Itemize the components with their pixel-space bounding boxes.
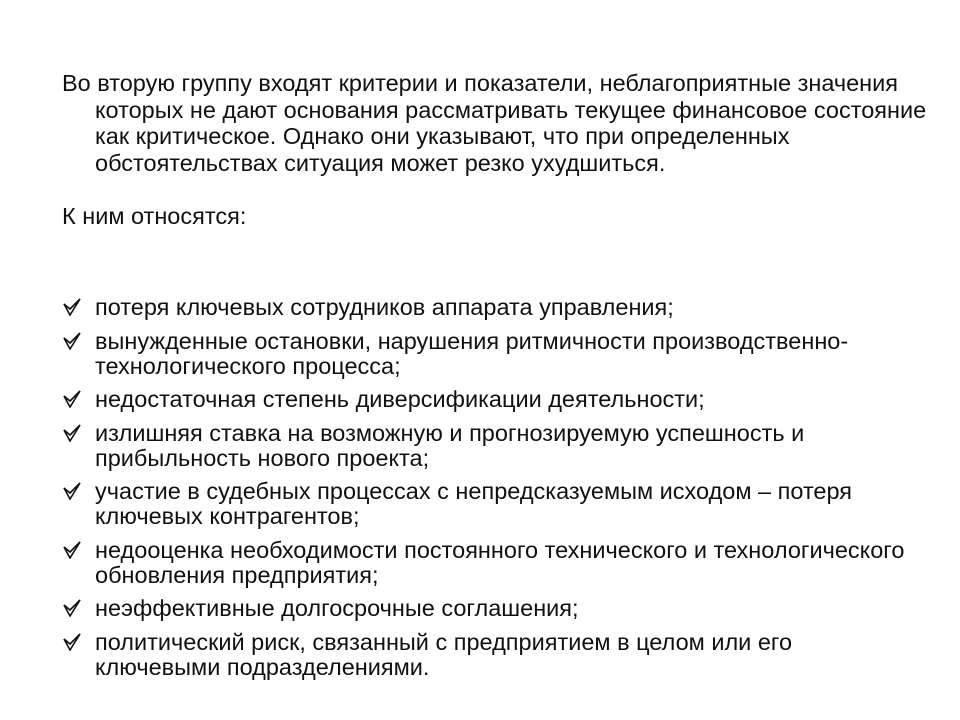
list-item <box>62 479 922 529</box>
arrowhead-check-bullet-icon <box>62 480 82 500</box>
lead-text: К ним относятся: <box>62 203 247 229</box>
arrowhead-check-bullet-icon <box>62 422 82 442</box>
arrowhead-check-bullet-icon <box>62 597 82 617</box>
bullet-list <box>62 295 922 688</box>
bullet-text: потеря ключевых сотрудников аппарата управления; <box>95 294 674 320</box>
bullet-text: вынужденные остановки, нарушения ритмичности производственно-технологического процесса; <box>95 327 849 379</box>
arrowhead-check-bullet-icon <box>62 539 82 559</box>
list-item <box>62 630 922 680</box>
list-item <box>62 329 922 379</box>
intro-paragraph: Во вторую группу входят критерии и показатели, неблагоприятные значения которых не дают основания рассматривать текущее финансовое состояние как критическое. Однако они указывают, что при определенных обстоятельствах ситуация может резко ухудшиться. <box>62 70 927 176</box>
bullet-text: участие в судебных процессах с непредсказуемым исходом – потеря ключевых контрагентов; <box>95 478 853 529</box>
list-item <box>62 387 922 412</box>
list-item <box>62 596 922 621</box>
list-item <box>62 421 922 471</box>
list-item <box>62 295 922 320</box>
arrowhead-check-bullet-icon <box>62 296 82 316</box>
bullet-text: недостаточная степень диверсификации деятельности; <box>95 386 705 412</box>
arrowhead-check-bullet-icon <box>62 631 82 651</box>
arrowhead-check-bullet-icon <box>62 388 82 408</box>
arrowhead-check-bullet-icon <box>62 330 82 350</box>
bullet-text: политический риск, связанный с предприятием в целом или его ключевыми подразделениями. <box>95 628 793 680</box>
bullet-text: неэффективные долгосрочные соглашения; <box>95 595 579 621</box>
bullet-text: недооценка необходимости постоянного технического и технологического обновления предприятия; <box>95 536 905 588</box>
list-item <box>62 538 922 588</box>
bullet-text: излишняя ставка на возможную и прогнозируемую успешность и прибыльность нового проекта; <box>95 419 805 471</box>
